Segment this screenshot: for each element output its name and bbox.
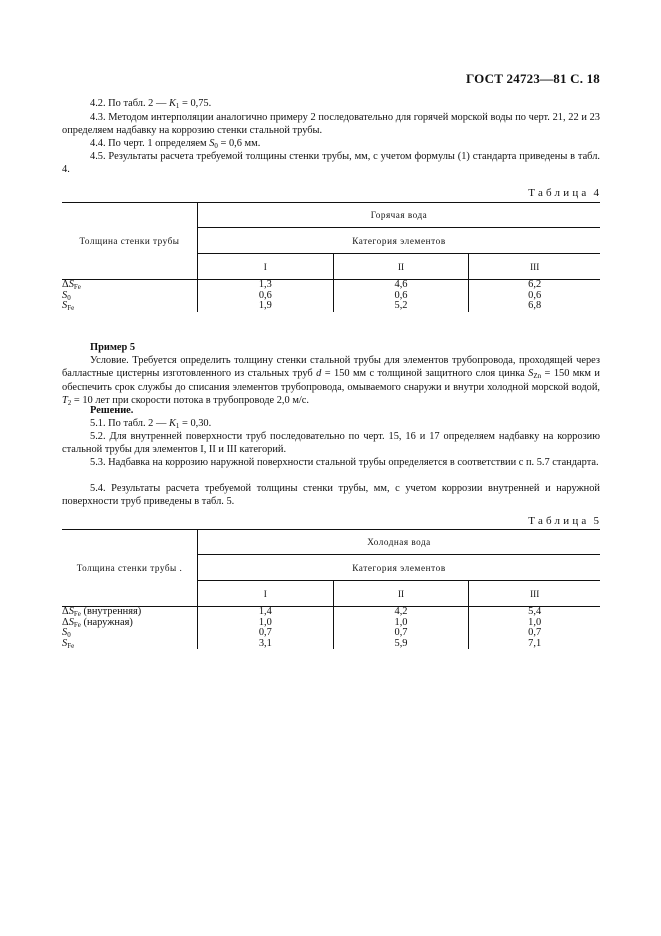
table-5-column-2	[333, 607, 469, 650]
paragraph-5-3: 5.3. Надбавка на коррозию наружной поверхности стальной трубы определяется в соответствии с п. 5.7 стандарта.	[90, 457, 599, 468]
paragraph-5-2: 5.2. Для внутренней поверхности труб последовательно по черт. 15, 16 и 17 определяем надбавку на коррозию стальной трубы для элементов I, II и III категорий.	[62, 431, 600, 455]
table-4-labels	[62, 280, 198, 312]
table-cell: 5,9	[394, 637, 408, 649]
table-5-category: I	[198, 581, 334, 607]
table-5-subgroup-header: Категория элементов	[198, 555, 601, 581]
table-cell: 5,4	[528, 606, 542, 617]
page-header: ГОСТ 24723—81 С. 18	[466, 71, 600, 86]
table-4-category: III	[469, 254, 600, 280]
table-cell: 3,1	[258, 637, 272, 649]
table-row-label: $\Delta S_{Fe}$ (внутренняя)	[62, 606, 142, 618]
table-5-category: II	[333, 581, 469, 607]
paragraph-5-1: 5.1. По табл. 2 — $K_1 = 0,30$.	[90, 418, 212, 430]
table-cell: 6,2	[528, 279, 542, 290]
table-cell: 6,8	[528, 300, 542, 311]
table-cell: 0,7	[394, 627, 408, 638]
example-5-condition: Условие. Требуется определить толщину стенки стальной трубы для элементов трубопровода, проходящей через балластные цистерны изготовленного из стальных труб d = 150 мм с толщиной защитного слоя цинка $S_{Zn} = 150$ мкм и обеспечить срок службы до списания элементов трубопровода, омываемого снаружи и внутри холодной морской водой, $T_2 = 10$ лет при скорости потока в трубопроводе 2,0 м/с.	[62, 355, 600, 407]
table-4-caption: Таблица 4	[528, 187, 599, 199]
table-cell: 1,3	[258, 279, 272, 290]
paragraph-5-4: 5.4. Результаты расчета требуемой толщины стенки трубы, мм, с учетом коррозии внутренней и наружной поверхности труб приведены в табл. 5.	[62, 483, 600, 507]
table-5-row-header: Толщина стенки трубы .	[62, 530, 198, 607]
table-4	[62, 202, 600, 312]
table-cell: 0,6	[258, 289, 272, 301]
table-4-category: I	[198, 254, 334, 280]
example-5-title: Пример 5	[90, 342, 136, 353]
table-row-label: $S_{Fe}$	[62, 300, 75, 312]
paragraph-4-2: 4.2. По табл. 2 — $K_1 = 0,75$.	[90, 98, 212, 110]
table-5-group-header: Холодная вода	[198, 530, 601, 555]
table-5-column-1	[198, 607, 334, 650]
table-cell: 4,2	[394, 606, 408, 617]
table-4-column-2	[333, 280, 469, 312]
table-cell: 0,7	[528, 627, 542, 638]
table-4-column-1	[198, 280, 334, 312]
solution-title: Решение.	[90, 405, 134, 416]
table-cell: 1,9	[258, 300, 272, 311]
table-cell: 0,7	[258, 627, 272, 638]
table-cell: 7,1	[528, 637, 542, 649]
table-4-group-header: Горячая вода	[198, 203, 601, 228]
table-cell: 1,4	[258, 606, 272, 617]
table-4-subgroup-header: Категория элементов	[198, 228, 601, 254]
table-row-label: $S_0$	[62, 627, 71, 639]
paragraph-4-3: 4.3. Методом интерполяции аналогично примеру 2 последовательно для горячей морской воды по черт. 21, 22 и 23 определяем надбавку на коррозию стенки стальной трубы.	[62, 112, 600, 136]
table-cell: 5,2	[394, 300, 408, 311]
table-5	[62, 529, 600, 649]
table-4-row-header: Толщина стенки трубы	[62, 203, 198, 280]
table-5-caption: Таблица 5	[528, 515, 599, 527]
paragraph-4-5: 4.5. Результаты расчета требуемой толщины стенки трубы, мм, с учетом формулы (1) стандарта приведены в табл. 4.	[62, 151, 600, 175]
table-cell: 0,6	[528, 289, 542, 301]
table-5-category: III	[469, 581, 600, 607]
table-cell: 1,0	[528, 616, 542, 628]
table-cell: 0,6	[394, 289, 408, 301]
table-5-column-3	[469, 607, 600, 650]
table-5-labels	[62, 607, 198, 650]
table-4-category: II	[333, 254, 469, 280]
table-4-column-3	[469, 280, 600, 312]
table-row-label: $S_{Fe}$	[62, 637, 75, 650]
table-row-label: $\Delta S_{Fe}$	[62, 279, 81, 291]
paragraph-4-4: 4.4. По черт. 1 определяем $S_0 = 0,6$ мм.	[90, 138, 261, 150]
table-row-label: $S_0$	[62, 289, 71, 302]
table-cell: 1,0	[258, 616, 272, 628]
table-row-label: $\Delta S_{Fe}$ (наружная)	[62, 616, 133, 629]
table-cell: 1,0	[394, 616, 408, 628]
table-cell: 4,6	[394, 279, 408, 290]
